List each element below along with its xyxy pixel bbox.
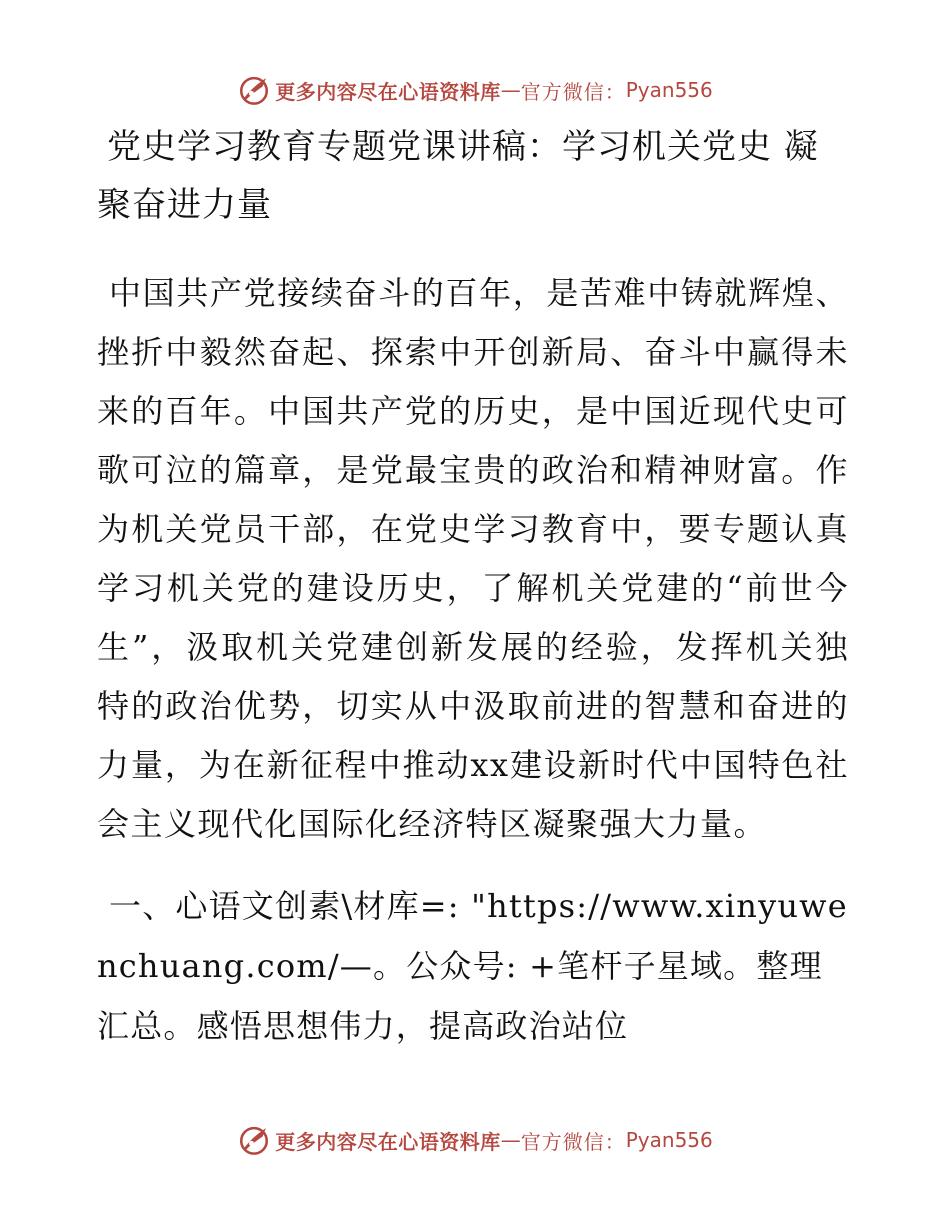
document-title: 党史学习教育专题党课讲稿：学习机关党史 凝聚奋进力量	[97, 127, 819, 225]
section-one-heading: 一、心语文创素\材库=: "https://www.xinyuwenchuang.com/—。公众号: +笔杆子星域。整理汇总。感悟思想伟力，提高政治站位	[97, 887, 848, 1045]
document-body	[97, 118, 849, 1056]
banner-site-text: 更多内容尽在心语资料库	[275, 1129, 501, 1154]
banner-dash: —	[500, 78, 521, 102]
pen-nib-logo-icon	[237, 1123, 271, 1157]
intro-paragraph: 中国共产党接续奋斗的百年，是苦难中铸就辉煌、挫折中毅然奋起、探索中开创新局、奋斗中赢得未来的百年。中国共产党的历史，是中国近现代史可歌可泣的篇章，是党最宝贵的政治和精神财富。作为机关党员干部，在党史学习教育中，要专题认真学习机关党的建设历史，了解机关党建的“前世今生”，汲取机关党建创新发展的经验，发挥机关独特的政治优势，切实从中汲取前进的智慧和奋进的力量，为在新征程中推动xx建设新时代中国特色社会主义现代化国际化经济特区凝聚强大力量。	[97, 274, 849, 843]
banner-wechat-label: 官方微信：	[520, 1129, 626, 1154]
pen-nib-logo-icon	[237, 73, 271, 107]
banner-site-text: 更多内容尽在心语资料库	[275, 79, 501, 104]
banner-wechat-id: Pyan556	[625, 78, 713, 102]
banner-dash: —	[500, 1128, 521, 1152]
banner-wechat-id: Pyan556	[625, 1128, 713, 1152]
footer-watermark-banner	[0, 1120, 950, 1160]
banner-wechat-label: 官方微信：	[520, 79, 626, 104]
header-watermark-banner	[0, 70, 950, 110]
